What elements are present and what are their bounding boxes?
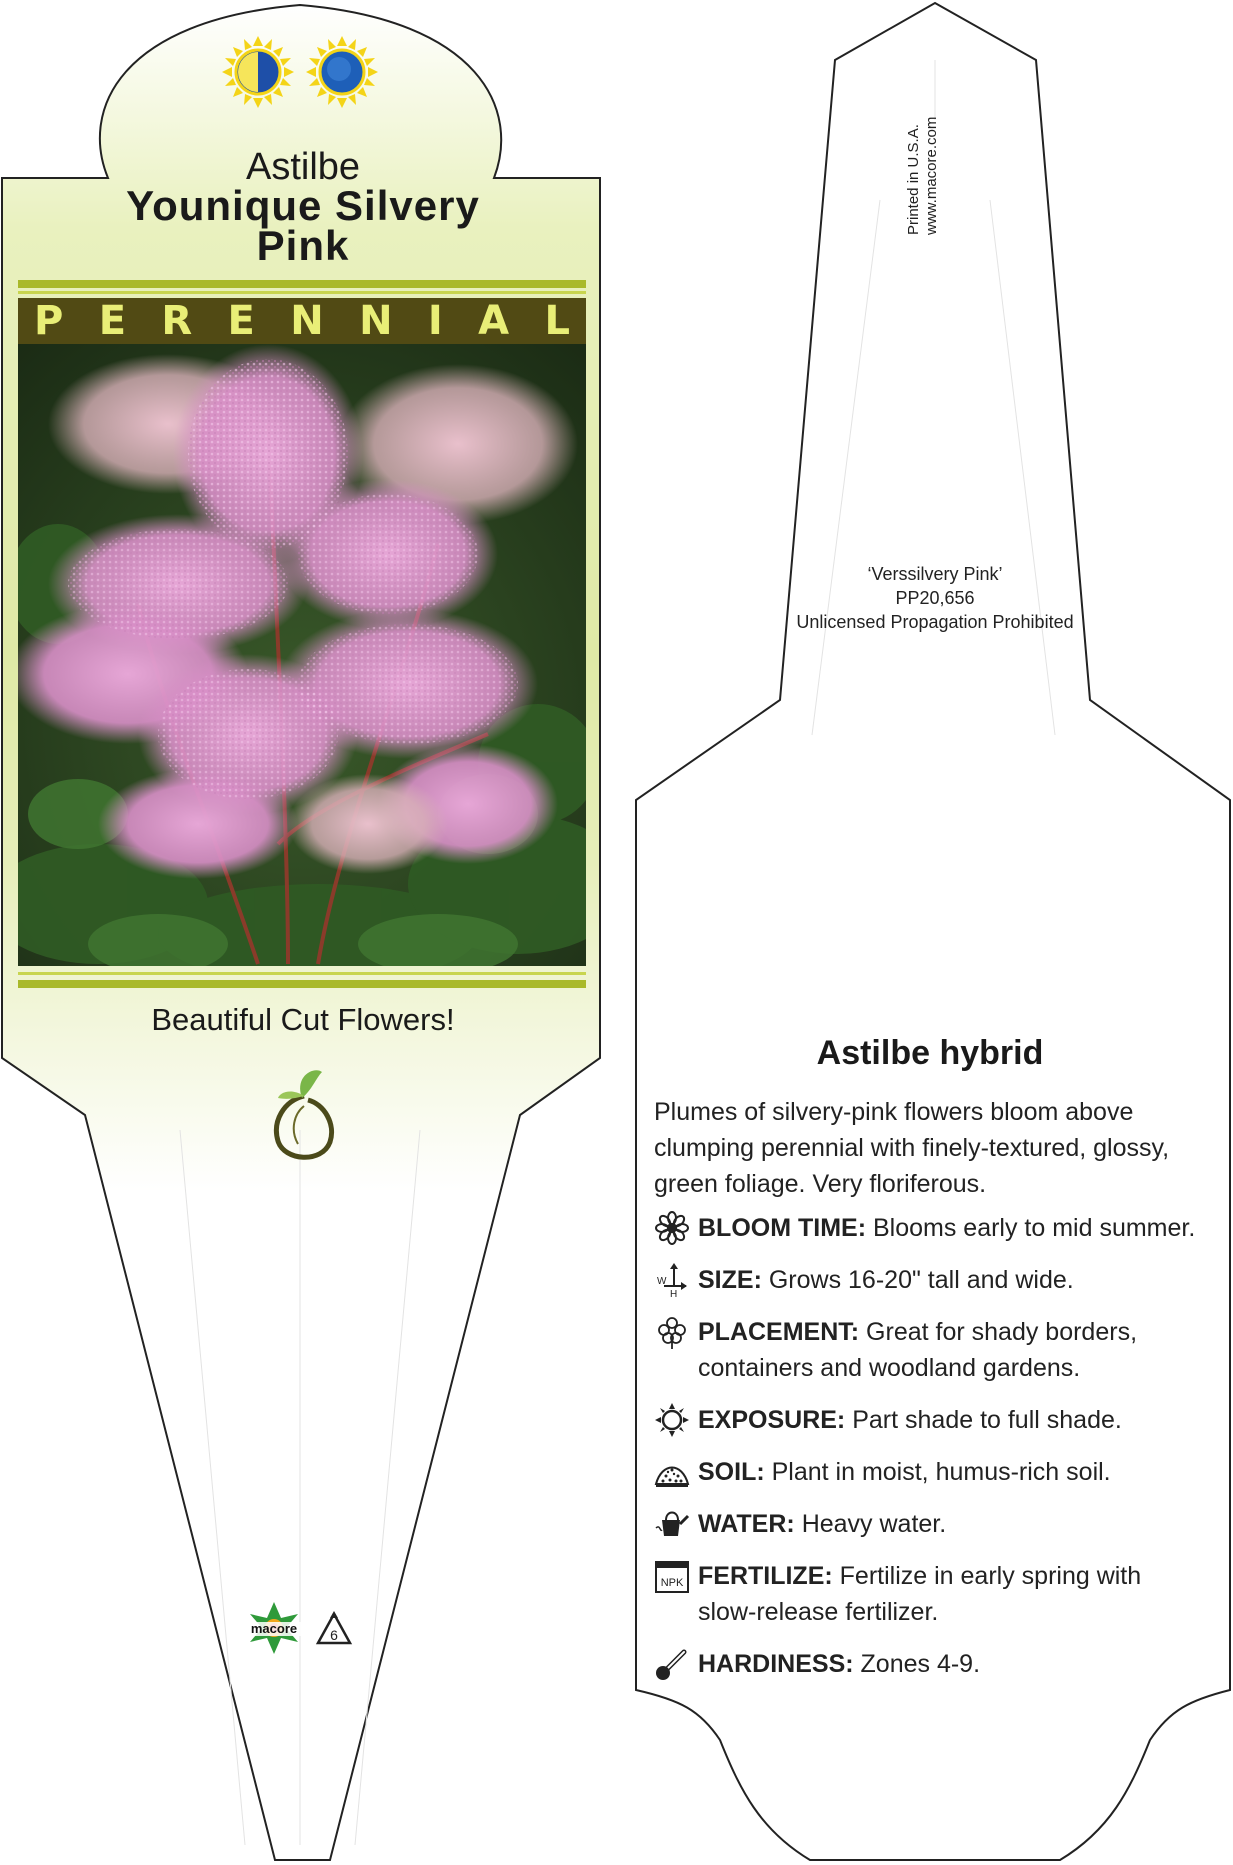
printed-in: Printed in U.S.A.	[905, 124, 922, 235]
attr-label: BLOOM TIME:	[698, 1214, 867, 1242]
front-footer	[242, 1600, 354, 1660]
attr-label: SOIL:	[698, 1458, 765, 1486]
attr-label: FERTILIZE:	[698, 1562, 833, 1590]
size-icon-h: H	[670, 1289, 678, 1298]
rule-below-photo	[18, 980, 586, 988]
npk-icon	[654, 1558, 690, 1594]
category-letter: E	[98, 298, 127, 344]
macore-logo-icon	[242, 1600, 306, 1660]
attr-bloom-time	[654, 1210, 1204, 1246]
category-letter: N	[359, 298, 393, 344]
print-info	[905, 117, 941, 235]
plant-photo	[18, 344, 586, 966]
attr-label: PLACEMENT:	[698, 1318, 860, 1346]
attr-placement	[654, 1314, 1204, 1386]
attr-text: Blooms early to mid summer.	[866, 1214, 1196, 1242]
attr-size	[654, 1262, 1204, 1298]
attr-text: Plant in moist, humus-rich soil.	[764, 1458, 1111, 1486]
recycle-icon	[314, 1610, 354, 1650]
category-letter: P	[34, 298, 64, 344]
attr-label: HARDINESS:	[698, 1650, 854, 1678]
plant-genus: Astilbe	[245, 146, 361, 188]
tagline: Beautiful Cut Flowers!	[151, 1002, 455, 1037]
npk-label: NPK	[660, 1577, 684, 1589]
attr-water	[654, 1506, 1204, 1542]
patent-block	[740, 562, 1130, 634]
category-letter: R	[161, 298, 193, 344]
attr-exposure	[654, 1402, 1204, 1438]
attr-hardiness	[654, 1646, 1204, 1682]
soil-icon	[654, 1454, 690, 1490]
attr-label: SIZE:	[698, 1266, 762, 1294]
size-icon-w: W	[657, 1276, 667, 1287]
placement-icon	[654, 1314, 690, 1350]
size-icon	[654, 1262, 690, 1298]
patent-number: PP20,656	[895, 588, 975, 608]
thermometer-icon	[654, 1646, 690, 1682]
flower-icon	[654, 1210, 690, 1246]
patent-name: ‘Verssilvery Pink’	[867, 564, 1003, 584]
rule-below-photo-thin	[18, 972, 586, 975]
plant-description: Plumes of silvery-pink flowers bloom above clumping perennial with finely-textured, glossy, green foliage. Very floriferous.	[654, 1098, 1170, 1198]
patent-notice: Unlicensed Propagation Prohibited	[796, 612, 1074, 632]
category-letter: L	[544, 298, 570, 344]
recycle-code: 6	[330, 1627, 338, 1643]
macore-logo-text: macore	[250, 1621, 298, 1636]
watering-can-icon	[654, 1506, 690, 1542]
cultivar-line-2: Pink	[256, 222, 350, 269]
category-letter: A	[478, 298, 510, 344]
attr-text: Fertilize in early spring with slow-release fertilizer.	[698, 1562, 1142, 1626]
rule-above-band-thin	[18, 291, 586, 294]
plant-cultivar	[20, 182, 586, 269]
category-letter: N	[290, 298, 324, 344]
attr-text: Heavy water.	[794, 1510, 947, 1538]
sprout-logo-icon	[264, 1066, 344, 1166]
attr-label: EXPOSURE:	[698, 1406, 846, 1434]
attr-fertilize	[654, 1558, 1204, 1630]
attr-text: Zones 4-9.	[853, 1650, 981, 1678]
rule-above-band	[18, 280, 586, 288]
category-letter: E	[227, 298, 255, 344]
back-heading: Astilbe hybrid	[816, 1034, 1044, 1072]
attr-text: Great for shady borders, containers and woodland gardens.	[698, 1318, 1138, 1382]
attr-soil	[654, 1454, 1204, 1490]
care-instructions	[654, 1094, 1204, 1698]
attr-text: Part shade to full shade.	[845, 1406, 1122, 1434]
cultivar-line-1: Younique Silvery	[126, 182, 480, 229]
attr-text: Grows 16-20" tall and wide.	[761, 1266, 1074, 1294]
sun-icon	[654, 1402, 690, 1438]
attr-label: WATER:	[698, 1510, 795, 1538]
category-band	[18, 298, 586, 344]
website: www.macore.com	[923, 116, 940, 235]
category-letter: I	[427, 298, 443, 344]
